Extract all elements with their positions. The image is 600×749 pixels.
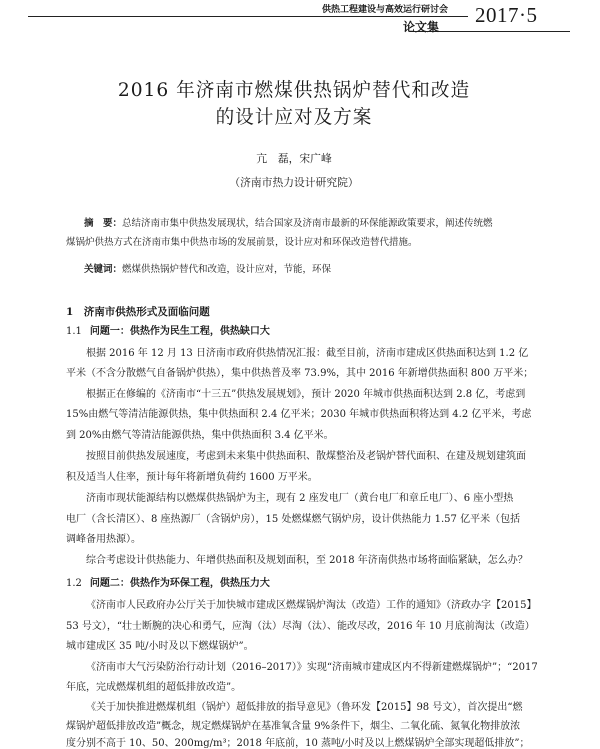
paragraph-line: 综合考虑设计供热能力、年增供热面积及规划面积，至 2018 年济南供热市场将面临紧缺，怎么办？	[86, 555, 528, 566]
paragraph-line: 平米（不含分散燃气自备锅炉供热），集中供热普及率 73.9%，其中 2016 年新增供热面积 800 万平米；	[66, 368, 534, 379]
paragraph-line: 53 号文），“壮士断腕的决心和勇气，应淘（汰）尽淘（汰）、能改尽改，2016 年 10 月底前淘汰（改造）	[66, 621, 535, 632]
keywords-label: 关键词：	[84, 264, 123, 275]
paragraph-line: 根据正在修编的《济南市“十三五”供热发展规划》，预计 2020 年城市供热面积达到 2.8 亿，考虑到	[86, 389, 526, 400]
abstract	[66, 214, 536, 252]
issue-year: 2017·5	[475, 3, 538, 27]
paragraph-line: 年底，完成燃煤机组的超低排放改造”。	[66, 682, 242, 693]
paragraph-line: 《济南市人民政府办公厅关于加快城市建成区燃煤锅炉淘汰（改造）工作的通知》（济政办字【2015】	[86, 600, 537, 611]
subsection-number: 1.1	[66, 326, 82, 337]
keywords	[84, 261, 331, 275]
abstract-text-1: 总结济南市集中供热发展现状，结合国家及济南市最新的环保能源政策要求，阐述传统燃	[122, 218, 493, 229]
abstract-label: 摘 要：	[84, 218, 123, 229]
page-header	[0, 0, 600, 40]
paragraph-line: 积及适当人住率，预计每年将新增负荷约 1600 万平米。	[66, 472, 318, 483]
subsection-heading-1-2	[66, 574, 270, 589]
paragraph-line: 根据 2016 年 12 月 13 日济南市政府供热情况汇报：截至目前，济南市建成区供热面积达到 1.2 亿	[86, 348, 529, 359]
paragraph-line: 煤锅炉超低排放改造”概念，规定燃煤锅炉在基准氧含量 9%条件下，烟尘、二氧化硫、氮氧化物排放浓	[66, 721, 521, 732]
abstract-line	[66, 214, 536, 233]
header-rule	[28, 16, 468, 17]
journal-name: 供热工程建设与高效运行研讨会	[322, 5, 449, 15]
subsection-heading-1-1	[66, 322, 270, 337]
paragraph-line: 济南市现状能源结构以燃煤供热锅炉为主，现有 2 座发电厂（黄台电厂和章丘电厂）、6 座小型热	[86, 493, 514, 504]
paragraph-line: 到 20%由燃气等清洁能源供热，集中供热面积 3.4 亿平米。	[66, 430, 334, 441]
section-heading-1: 1 济南市供热形式及面临问题	[66, 306, 210, 318]
paragraph-line: 15%由燃气等清洁能源供热，集中供热面积 2.4 亿平米；2030 年城市供热面积将达到 4.2 亿平米，考虑	[66, 409, 532, 420]
paragraph-line: 《济南市大气污染防治行动计划（2016–2017）》实现“济南城市建成区内不得新建燃煤锅炉”；“2017	[86, 662, 538, 673]
affiliation: （济南市热力设计研究院）	[229, 176, 359, 189]
paragraph-line: 电厂（含长清区）、8 座热源厂（含锅炉房），15 处燃煤燃气锅炉房，设计供热能力 1.57 亿平米（包括	[66, 514, 521, 525]
subsection-title: 问题二：供热作为环保工程，供热压力大	[89, 578, 270, 589]
section-label: 论文集	[403, 20, 440, 34]
paragraph-line: 调峰备用热源）。	[66, 534, 141, 545]
paper-title-line-2: 的设计应对及方案	[215, 106, 373, 128]
authors: 亢 磊，宋广峰	[256, 152, 332, 165]
subsection-number: 1.2	[66, 578, 82, 589]
paragraph-line: 度分别不高于 10、50、200mg/m³；2018 年底前，10 蒸吨/小时及以上燃煤锅炉全部实现超低排放”；	[66, 738, 530, 749]
subsection-title: 问题一：供热作为民生工程，供热缺口大	[89, 326, 270, 337]
paragraph-line: 城市建成区 35 吨/小时及以下燃煤锅炉”。	[66, 641, 254, 652]
paragraph-line: 《关于加快推进燃煤机组（锅炉）超低排放的指导意见》（鲁环发【2015】98 号文），首次提出“燃	[86, 702, 523, 713]
abstract-text-2: 煤锅炉供热方式在济南市集中供热市场的发展前景，设计应对和环保改造替代措施。	[66, 237, 418, 248]
paper-title-line-1: 2016 年济南市燃煤供热锅炉替代和改造	[117, 79, 471, 101]
keywords-text: 燃煤供热锅炉替代和改造，设计应对，节能，环保	[122, 264, 332, 275]
paragraph-line: 按照目前供热发展速度，考虑到未来集中供热面积、散煤整治及老锅炉替代面积、在建及规划建筑面	[86, 451, 526, 462]
